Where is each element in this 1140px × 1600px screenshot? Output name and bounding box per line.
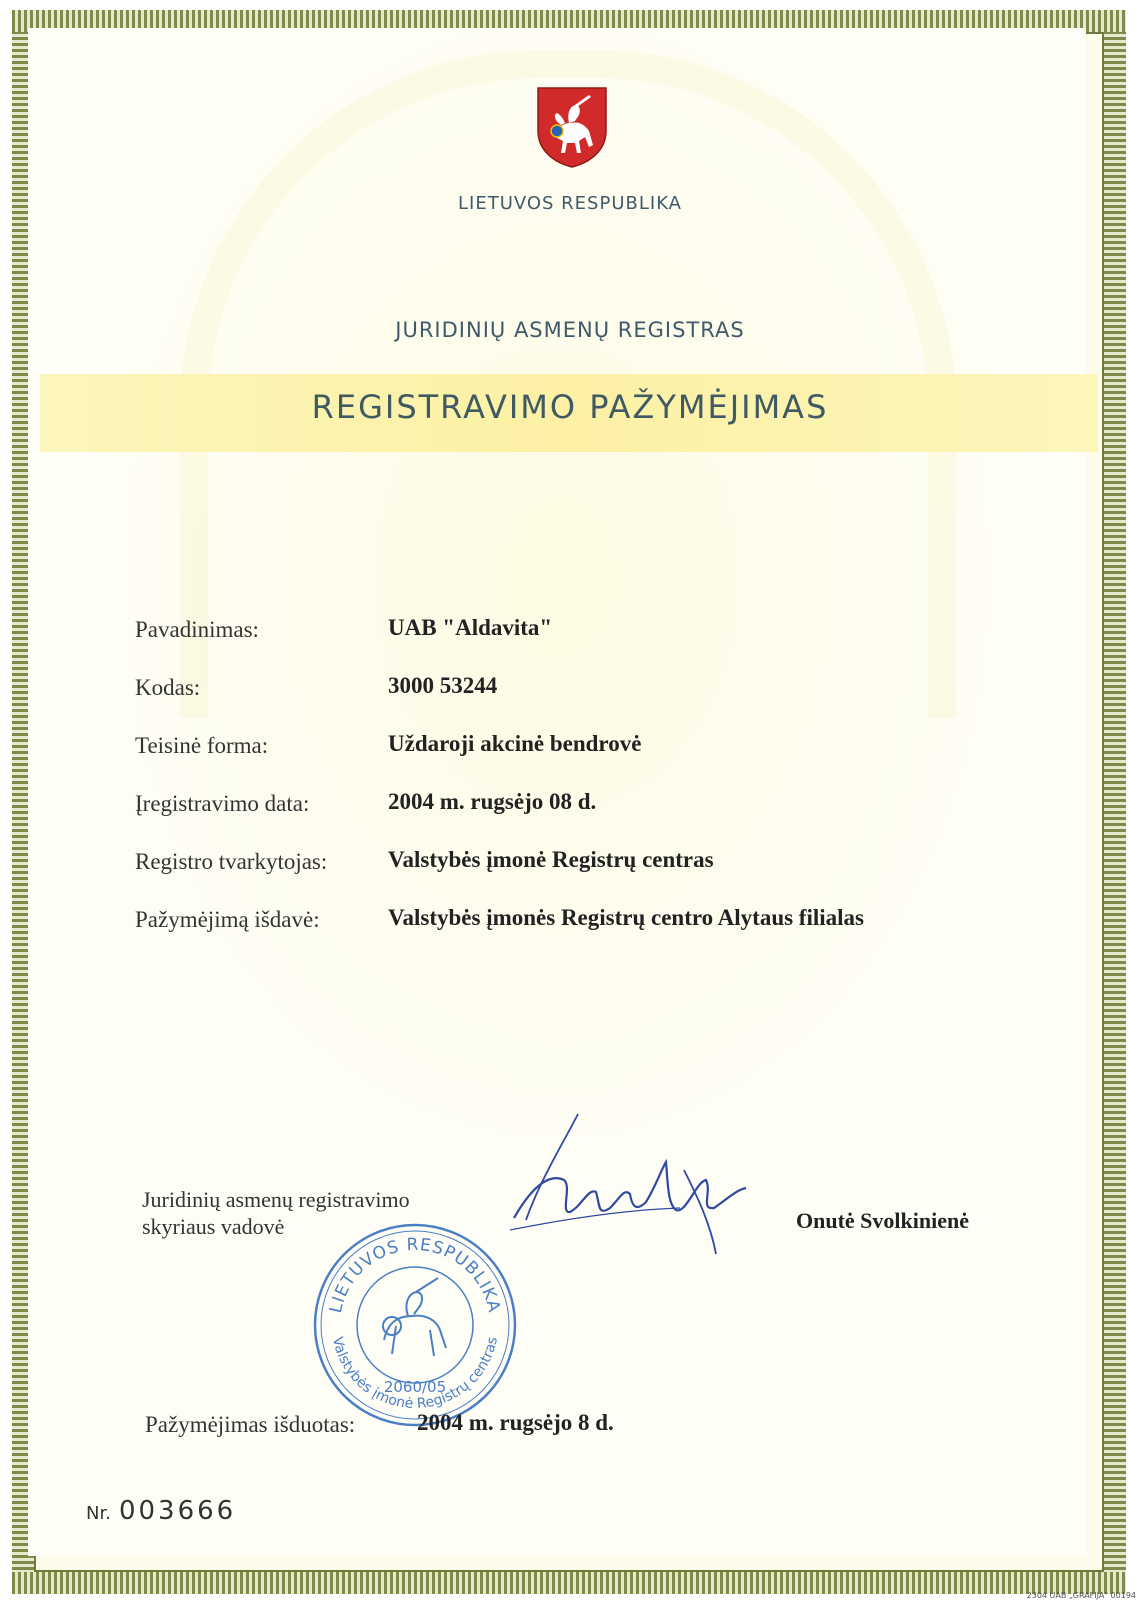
country-heading: LIETUVOS RESPUBLIKA <box>457 193 682 214</box>
field-label-name: Pavadinimas: <box>135 617 259 642</box>
signer-name: Onutė Svolkinienė <box>796 1208 969 1233</box>
stamp-top-text: LIETUVOS RESPUBLIKA <box>326 1234 505 1315</box>
stamp-emblem-icon <box>383 1278 446 1356</box>
field-value-name: UAB "Aldavita" <box>388 615 553 640</box>
number-value: 003666 <box>118 1496 237 1526</box>
handwritten-signature <box>500 1110 750 1260</box>
field-label-issuer: Pažymėjimą išdavė: <box>135 907 320 932</box>
vytis-coat-of-arms-icon <box>535 85 609 169</box>
certificate-number <box>86 1496 236 1526</box>
svg-text:Valstybės įmonė Registrų centr <box>329 1336 501 1413</box>
field-value-issuer: Valstybės įmonės Registrų centro Alytaus filialas <box>388 905 864 930</box>
issued-label: Pažymėjimas išduotas: <box>145 1412 356 1437</box>
field-label-code: Kodas: <box>135 675 201 700</box>
number-prefix: Nr. <box>86 1503 111 1524</box>
stamp-bottom-text: Valstybės įmonė Registrų centras <box>329 1335 501 1413</box>
signer-role-line1: Juridinių asmenų registravimo <box>142 1187 410 1212</box>
printer-note: 2304 UAB „GRAFIJA" 00194 <box>1026 1591 1136 1600</box>
field-value-registration-date: 2004 m. rugsėjo 08 d. <box>388 789 597 814</box>
field-value-registry-keeper: Valstybės įmonė Registrų centras <box>388 847 714 872</box>
signer-role-line2: skyriaus vadovė <box>142 1214 285 1239</box>
certificate-title: REGISTRAVIMO PAŽYMĖJIMAS <box>311 388 829 426</box>
official-stamp <box>312 1222 518 1428</box>
issued-date: 2004 m. rugsėjo 8 d. <box>417 1410 614 1435</box>
registry-heading: JURIDINIŲ ASMENŲ REGISTRAS <box>395 318 745 342</box>
stamp-code: 2060/05 <box>383 1378 447 1396</box>
field-label-registry-keeper: Registro tvarkytojas: <box>135 849 328 874</box>
field-value-code: 3000 53244 <box>388 673 498 698</box>
field-label-legal-form: Teisinė forma: <box>135 733 269 758</box>
field-value-legal-form: Uždaroji akcinė bendrovė <box>388 731 642 756</box>
field-label-registration-date: Įregistravimo data: <box>135 791 310 816</box>
